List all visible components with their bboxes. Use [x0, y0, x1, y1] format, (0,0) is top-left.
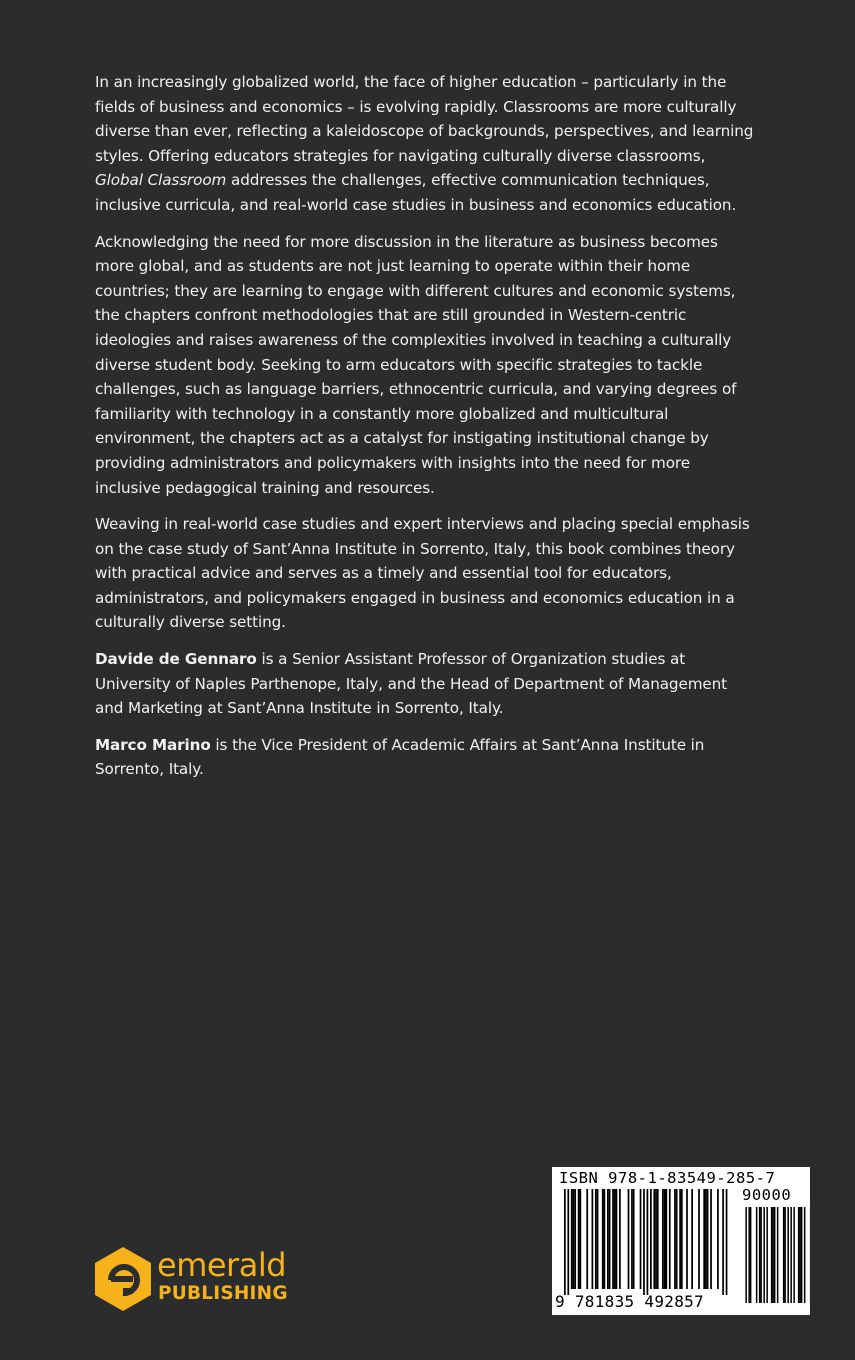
barcode-bar — [628, 1189, 630, 1289]
barcode-bar — [619, 1189, 621, 1289]
blurb-paragraph-2: Acknowledging the need for more discussion in the literature as business becomes more global, and as students are not just learning to operate within their home countries; they are learning to engage with different cultures and economic systems, the chapters confront methodologies that are still grounded in Western-centric ideologies and raises awareness of the complexities involved in teaching a culturally diverse student body. Seeking to arm educators with specific strategies to tackle challenges, such as language barriers, ethnocentric curricula, and varying degrees of familiarity with technology in a constantly more globalized and multicultural environment, the chapters act as a catalyst for instigating institutional change by providing administrators and policymakers with insights into the need for more inclusive pedagogical training and resources. — [95, 232, 737, 497]
book-title-italic: Global Classroom — [95, 171, 227, 190]
barcode-bar — [592, 1189, 594, 1289]
isbn-barcode — [552, 1167, 810, 1315]
author-bio-1 — [95, 647, 755, 721]
barcode-bar — [662, 1189, 664, 1289]
barcode-bar — [679, 1189, 681, 1289]
author-name: Marco Marino — [95, 735, 211, 754]
barcode-bar — [717, 1189, 719, 1289]
back-cover-text — [95, 70, 755, 794]
barcode-bar — [650, 1189, 652, 1289]
addon-bar — [772, 1207, 774, 1303]
addon-bar — [756, 1207, 758, 1303]
barcode-bar — [703, 1189, 705, 1289]
author-bio-2 — [95, 733, 755, 782]
barcode-bar — [567, 1189, 569, 1295]
addon-bar — [804, 1207, 806, 1303]
addon-bar — [784, 1207, 786, 1303]
addon-bar — [750, 1207, 752, 1303]
addon-bar — [793, 1207, 795, 1303]
addon-bar — [783, 1207, 785, 1303]
barcode-bar — [643, 1189, 645, 1295]
barcode-bar — [612, 1189, 614, 1289]
emerald-logo-icon — [95, 1247, 151, 1311]
blurb-paragraph-1 — [95, 70, 755, 218]
publisher-subtitle: PUBLISHING — [158, 1283, 288, 1304]
barcode-bar — [707, 1189, 709, 1289]
addon-bar — [798, 1207, 800, 1303]
addon-bar — [777, 1207, 779, 1303]
barcode-bar — [665, 1189, 667, 1289]
barcode-bar — [726, 1189, 728, 1295]
barcode-bar — [616, 1189, 618, 1289]
barcode-bar — [573, 1189, 575, 1289]
addon-bar — [771, 1207, 773, 1303]
barcode-bar — [578, 1189, 580, 1289]
publisher-name: emerald — [157, 1246, 287, 1284]
barcode-bar — [574, 1189, 576, 1289]
barcode-bar — [657, 1189, 659, 1289]
barcode-bar — [571, 1189, 573, 1289]
barcode-bar — [609, 1189, 611, 1289]
barcode-bar — [691, 1189, 693, 1289]
author-name: Davide de Gennaro — [95, 650, 257, 669]
publisher-logo — [95, 1247, 295, 1313]
addon-bar — [774, 1207, 776, 1303]
barcode-bar — [653, 1189, 655, 1289]
barcode-bar — [614, 1189, 616, 1289]
addon-bar — [801, 1207, 803, 1303]
price-addon-label: 90000 — [742, 1186, 792, 1204]
blurb-p1-text: In an increasingly globalized world, the face of higher education – particularly in the fields of business and economics – is evolving rapidly. Classrooms are more culturally diverse than ever, reflecting a kaleidoscope of backgrounds, perspectives, and learning styles. Offering educators strategies for navigating culturally diverse classrooms, — [95, 73, 754, 165]
author-bio-text: is the Vice President of Academic Affairs at Sant’Anna Institute in Sorrento, Italy. — [95, 735, 705, 779]
barcode-bar — [681, 1189, 683, 1289]
addon-bar — [748, 1207, 750, 1303]
barcode-bar — [686, 1189, 688, 1289]
addon-bar — [759, 1207, 761, 1303]
barcode-bar — [604, 1189, 606, 1289]
blurb-p1-text-cont: addresses the challenges, effective communication techniques, inclusive curricula, and real-world case studies in business and economics education. — [95, 171, 737, 214]
barcode-bar — [579, 1189, 581, 1289]
addon-bar — [790, 1207, 792, 1303]
addon-bar — [763, 1207, 765, 1303]
author-bio-text: is a Senior Assistant Professor of Organization studies at University of Naples Parthenope, Italy, and the Head of Department of Management and Marketing at Sant’Anna Institute in Sorrento, Italy. — [95, 650, 728, 718]
ean-digits: 9 781835 492857 — [555, 1292, 704, 1311]
barcode-bar — [722, 1189, 724, 1295]
barcode-bar — [698, 1189, 700, 1289]
barcode-bar — [564, 1189, 566, 1295]
barcode-bar — [595, 1189, 597, 1289]
barcode-bar — [597, 1189, 599, 1289]
barcode-bar — [631, 1189, 633, 1289]
addon-bar — [760, 1207, 762, 1303]
barcode-bar — [640, 1189, 642, 1289]
barcode-bar — [655, 1189, 657, 1289]
blurb-paragraph-3: Weaving in real-world case studies and expert interviews and placing special emphasis on the case study of Sant’Anna Institute in Sorrento, Italy, this book combines theory with practical advice and serves as a timely and essential tool for educators, administrators, and policymakers engaged in business and economics education in a culturally diverse setting. — [95, 515, 750, 632]
barcode-bar — [633, 1189, 635, 1289]
barcode-bar — [607, 1189, 609, 1289]
barcode-bar — [710, 1189, 712, 1289]
barcode-bar — [669, 1189, 671, 1289]
addon-bar — [799, 1207, 801, 1303]
barcode-bar — [602, 1189, 604, 1289]
addon-bar — [745, 1207, 747, 1303]
barcode-bar — [676, 1189, 678, 1289]
barcode-bar — [647, 1189, 649, 1295]
barcode-bar — [664, 1189, 666, 1289]
barcode-bar — [674, 1189, 676, 1289]
isbn-label: ISBN 978-1-83549-285-7 — [559, 1169, 776, 1187]
barcode-bar — [705, 1189, 707, 1289]
barcode-bar — [586, 1189, 588, 1289]
addon-bar — [787, 1207, 789, 1303]
addon-bar — [766, 1207, 768, 1303]
